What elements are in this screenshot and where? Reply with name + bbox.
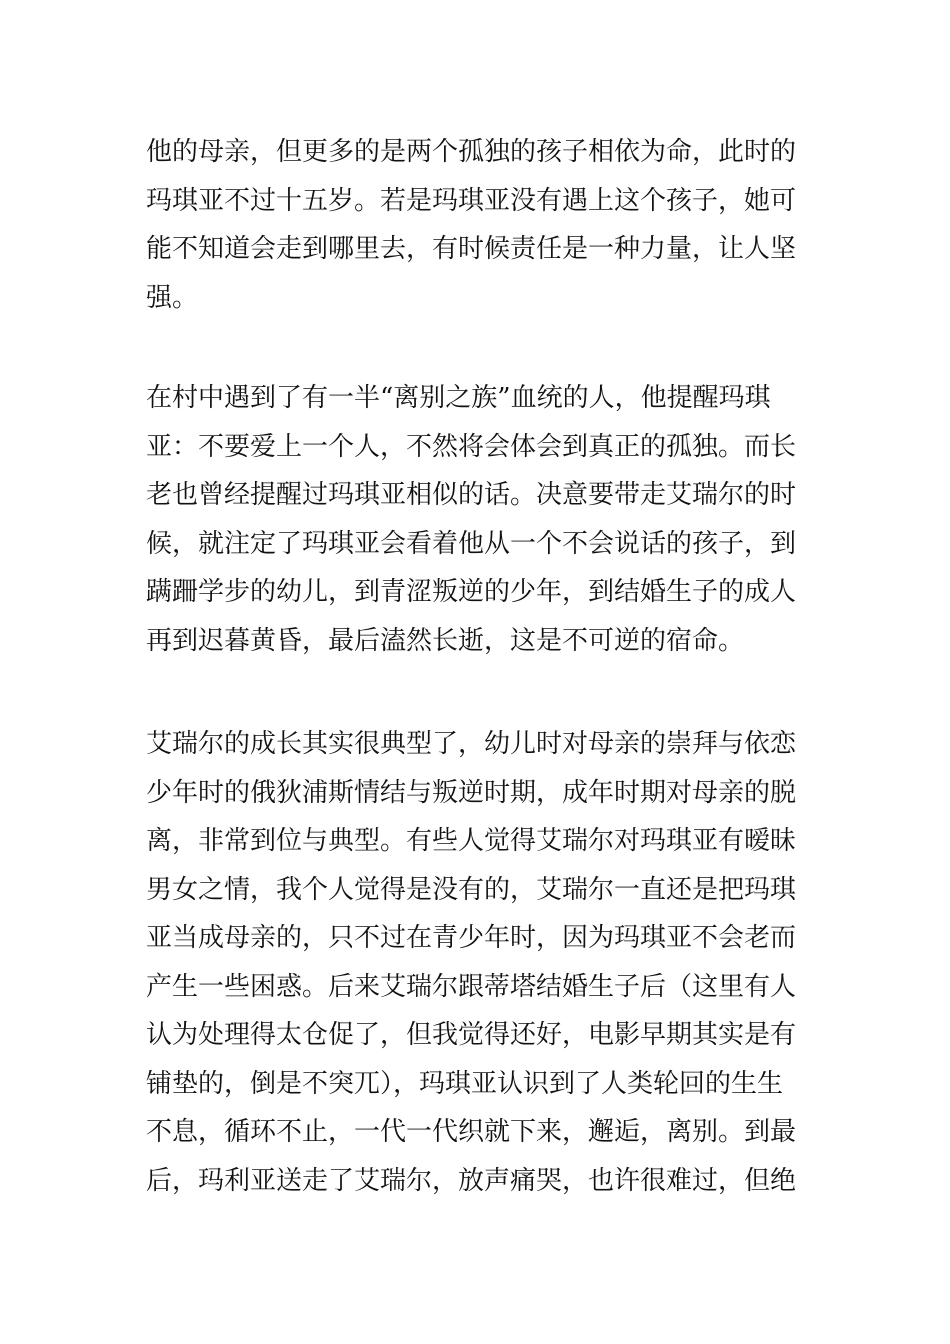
paragraph-3: 艾瑞尔的成长其实很典型了，幼儿时对母亲的崇拜与依恋 少年时的俄狄浦斯情结与叛逆时期，成年时期对母亲的脱 离，非常到位与典型。有些人觉得艾瑞尔对玛琪亚有暧昧 男女之情，我个人觉得是没有的，艾瑞尔一直还是把玛琪 亚当成母亲的，只不过在青少年时，因为玛琪亚不会老而 产生一些困惑。后来艾瑞尔跟蒂塔结婚生子后（这里有人 认为处理得太仓促了，但我觉得还好，电影早期其实是有 铺垫的，倒是不突兀），玛琪亚认识到了人类轮回的生生 不息，循环不止，一代一代织就下来，邂逅，离别。到最 后，玛利亚送走了艾瑞尔，放声痛哭，也许很难过，但绝 [146, 729, 797, 1196]
paragraph-1: 他的母亲，但更多的是两个孤独的孩子相依为命，此时的 玛琪亚不过十五岁。若是玛琪亚没有遇上这个孩子，她可 能不知道会走到哪里去，有时候责任是一种力量，让人坚 强。 [146, 137, 797, 313]
paragraph-2: 在村中遇到了有一半“离别之族”血统的人，他提醒玛琪 亚：不要爱上一个人，不然将会体会到真正的孤独。而长 老也曾经提醒过玛琪亚相似的话。决意要带走艾瑞尔的时 候，就注定了玛琪亚会看着他从一个不会说话的孩子，到 蹒跚学步的幼儿，到青涩叛逆的少年，到结婚生子的成人 再到迟暮黄昏，最后溘然长逝，这是不可逆的宿命。 [146, 383, 797, 656]
